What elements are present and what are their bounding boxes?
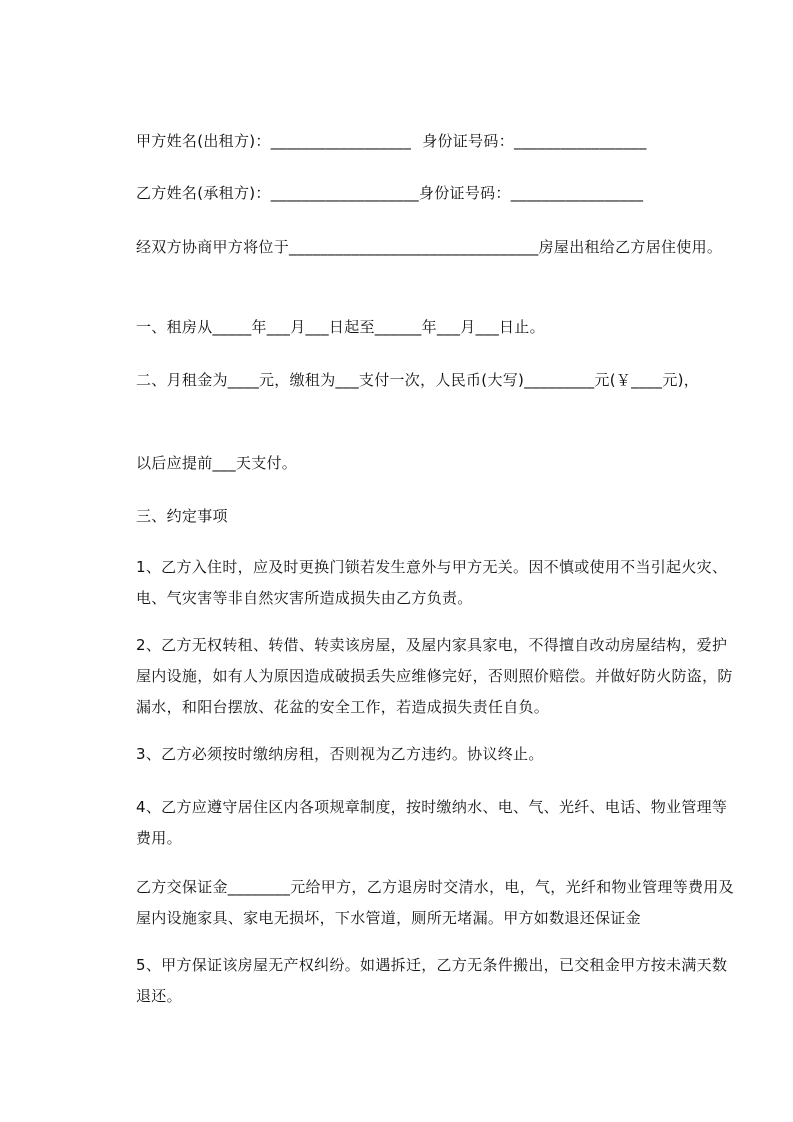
party-b-id-blank: _________________ bbox=[510, 184, 644, 202]
intro-paragraph: 经双方协商甲方将位于________________________________房屋出租给乙方居住使用。 bbox=[136, 238, 723, 256]
party-a-row bbox=[136, 131, 647, 151]
party-b-row bbox=[136, 183, 643, 203]
agreement-item-3: 3、乙方必须按时缴纳房租，否则视为乙方违约。协议终止。 bbox=[136, 745, 544, 763]
party-b-label: 乙方姓名(承租方)： bbox=[136, 184, 271, 202]
clause-2-payment: 以后应提前___天支付。 bbox=[136, 454, 298, 472]
clause-2: 二、月租金为____元，缴租为___支付一次，人民币(大写)_________元(￥____元)， bbox=[136, 371, 700, 389]
clause-3-heading: 三、约定事项 bbox=[136, 507, 228, 525]
party-a-id-label: 身份证号码： bbox=[422, 132, 515, 150]
agreement-item-4: 4、乙方应遵守居住区内各项规章制度，按时缴纳水、电、气、光纤、电话、物业管理等费用。 bbox=[136, 798, 728, 847]
party-b-id-label: 身份证号码： bbox=[418, 184, 511, 202]
agreement-item-1: 1、乙方入住时，应及时更换门锁若发生意外与甲方无关。因不慎或使用不当引起火灾、电、气灾害等非自然灾害所造成损失由乙方负责。 bbox=[136, 558, 728, 607]
party-b-name-blank: ___________________ bbox=[270, 184, 419, 202]
party-a-id-blank: _________________ bbox=[514, 132, 647, 150]
deposit-paragraph: 乙方交保证金________元给甲方，乙方退房时交清水，电，气，光纤和物业管理等费用及屋内设施家具、家电无损坏，下水管道，厕所无堵漏。甲方如数退还保证金 bbox=[136, 878, 734, 927]
party-a-name-blank: __________________ bbox=[270, 132, 412, 150]
agreement-item-5: 5、甲方保证该房屋无产权纠纷。如遇拆迁，乙方无条件搬出，已交租金甲方按未满天数退还。 bbox=[136, 956, 728, 1005]
agreement-item-2: 2、乙方无权转租、转借、转卖该房屋，及屋内家具家电，不得擅自改动房屋结构，爱护屋内设施，如有人为原因造成破损丢失应维修完好，否则照价赔偿。并做好防火防盗，防漏水，和阳台摆放、花盆的安全工作，若造成损失责任自负。 bbox=[136, 636, 733, 716]
clause-1: 一、租房从_____年___月___日起至______年___月___日止。 bbox=[136, 318, 545, 336]
party-a-label: 甲方姓名(出租方)： bbox=[136, 132, 271, 150]
